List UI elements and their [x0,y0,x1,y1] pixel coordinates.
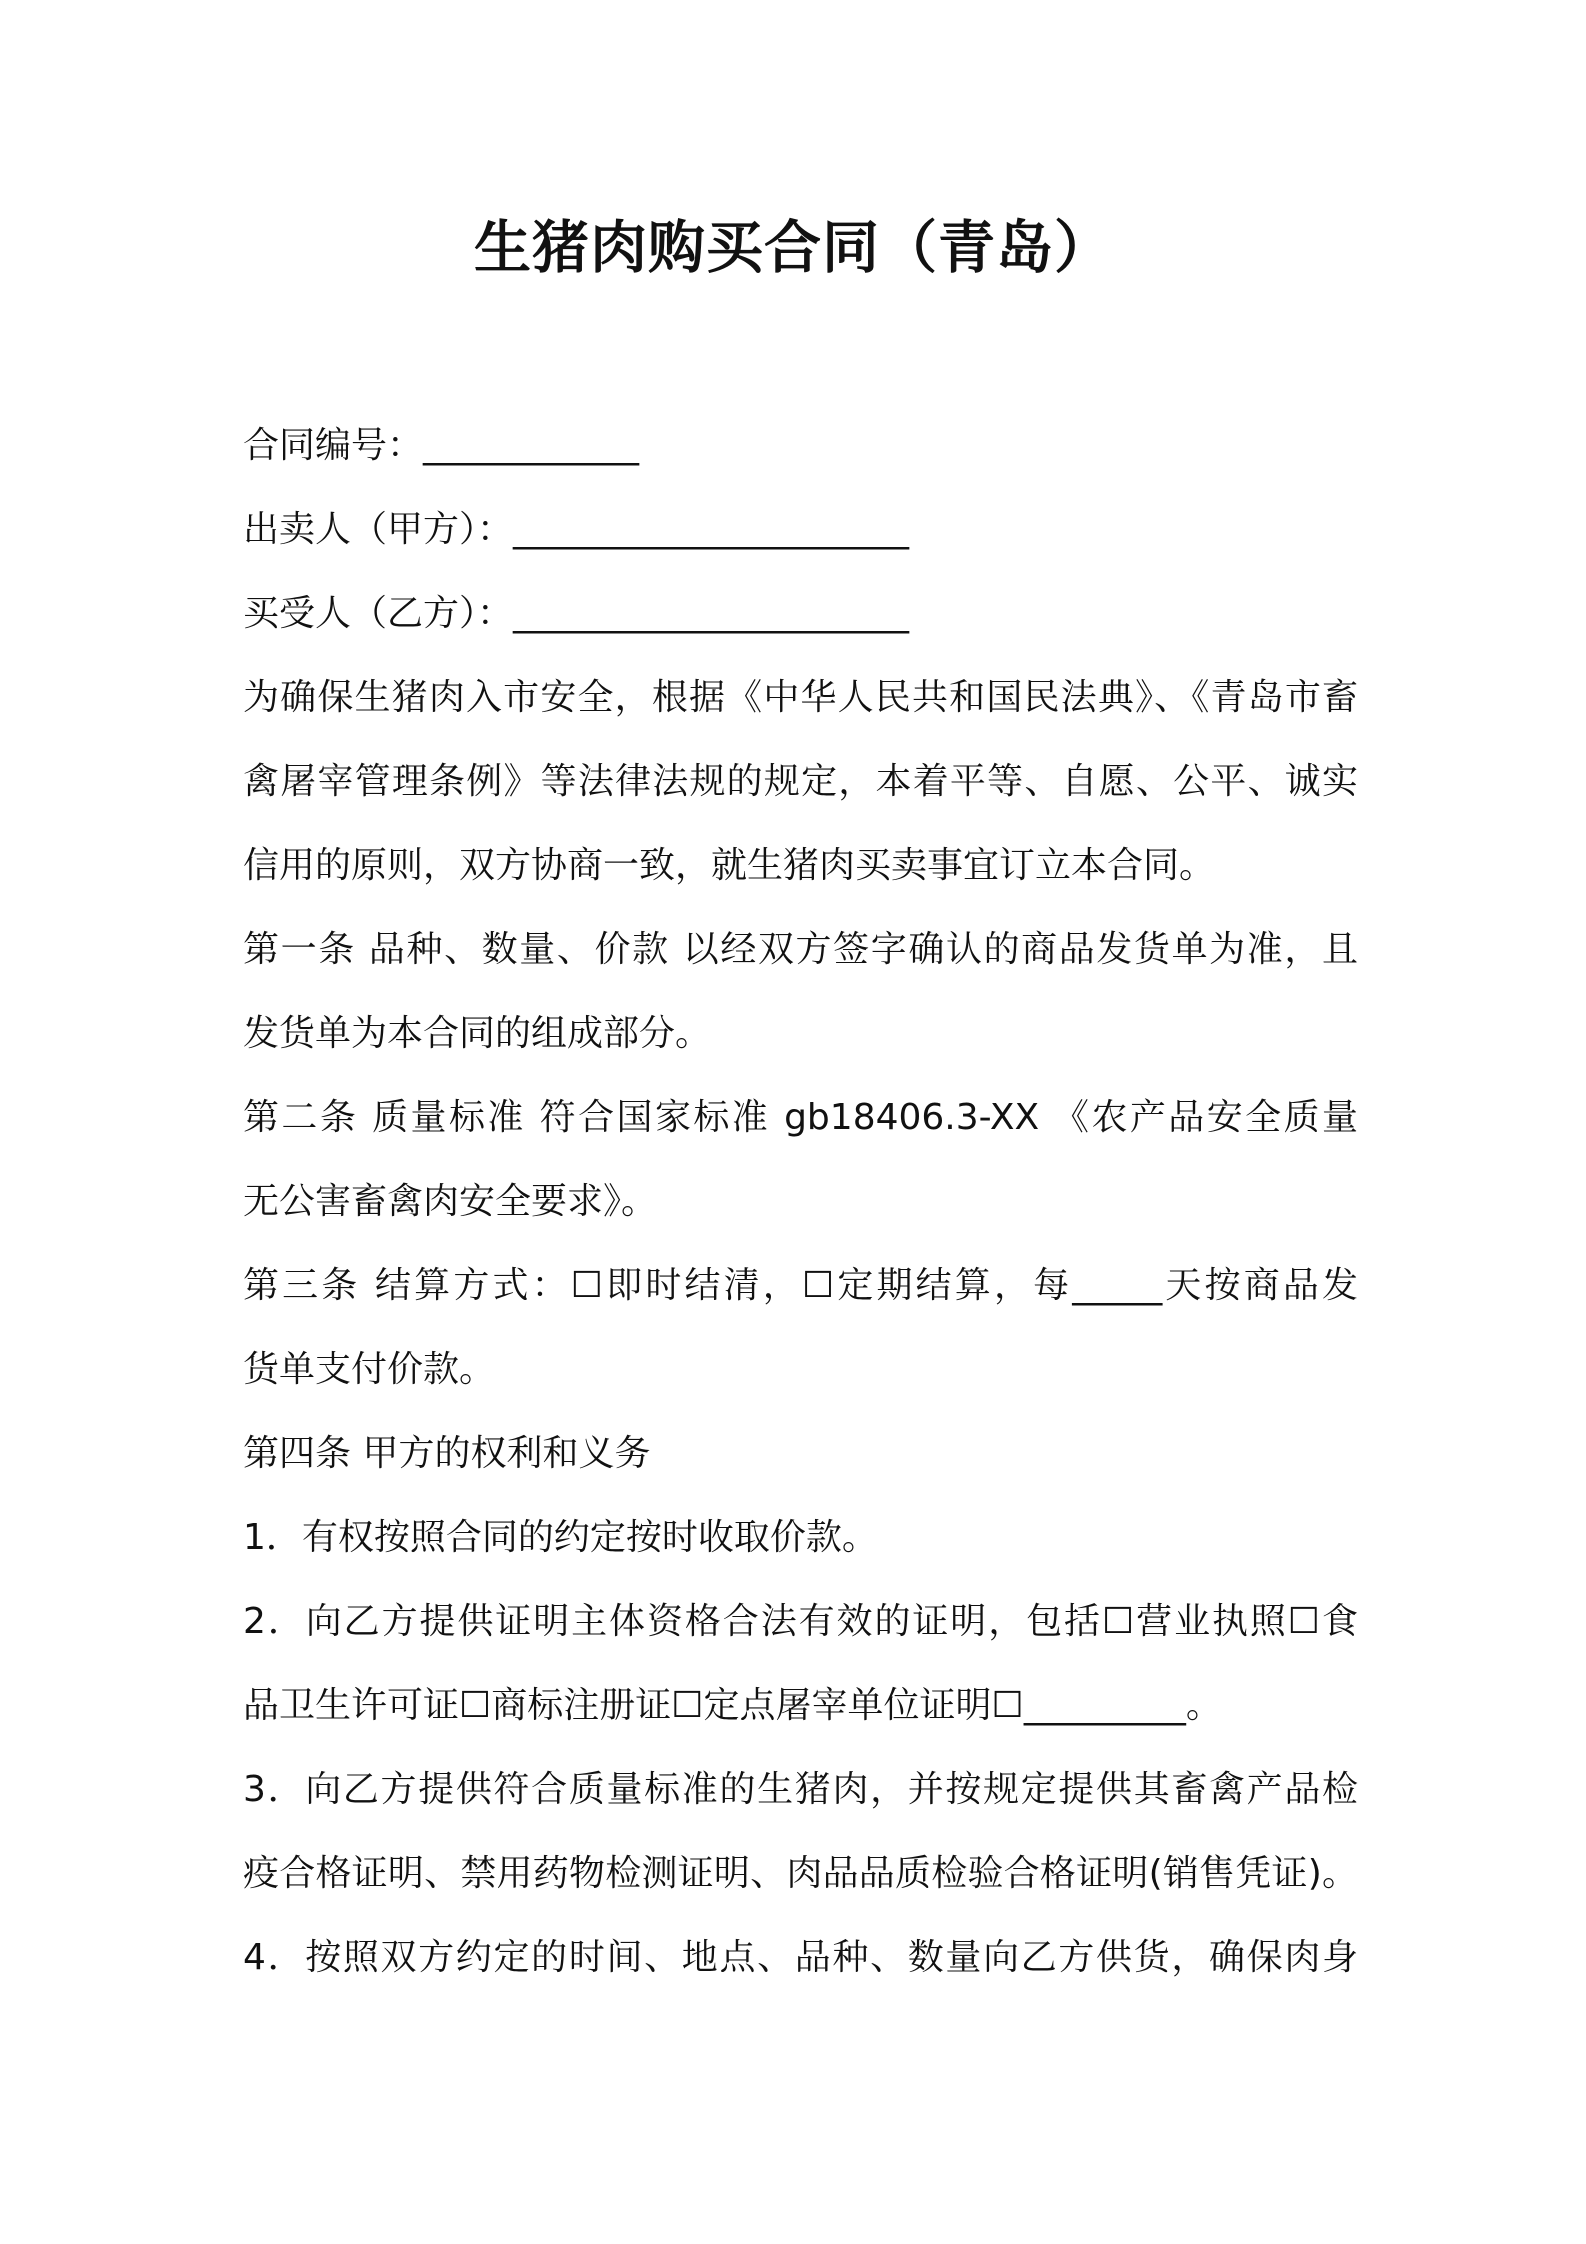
article-4-item-3-line-1: 3．向乙方提供符合质量标准的生猪肉，并按规定提供其畜禽产品检 [243,1769,1358,1810]
article-1-line-1: 第一条 品种、数量、价款 以经双方签字确认的商品发货单为准，且 [243,929,1358,970]
article-3-line-2: 货单支付价款。 [243,1349,496,1390]
article-2-line-2: 无公害畜禽肉安全要求》。 [243,1181,658,1222]
document-title: 生猪肉购买合同（青岛） [474,215,1112,281]
article-4-item-3-line-2: 疫合格证明、禁用药物检测证明、肉品品质检验合格证明(销售凭证)。 [243,1853,1358,1894]
article-4-item-2-line-1: 2．向乙方提供证明主体资格合法有效的证明，包括☐营业执照☐食 [243,1601,1358,1642]
article-2-line-1: 第二条 质量标准 符合国家标准 gb18406.3-XX 《农产品安全质量 [243,1097,1358,1138]
contract-body [243,404,1358,2000]
seller-line: 出卖人（甲方）：______________________ [243,509,910,550]
article-4-item-2-line-2: 品卫生许可证☐商标注册证☐定点屠宰单位证明☐_________。 [243,1685,1222,1726]
preamble-line-2: 禽屠宰管理条例》等法律法规的规定，本着平等、自愿、公平、诚实 [243,761,1358,802]
article-1-line-2: 发货单为本合同的组成部分。 [243,1013,712,1054]
buyer-line: 买受人（乙方）：______________________ [243,593,910,634]
preamble-line-3: 信用的原则，双方协商一致，就生猪肉买卖事宜订立本合同。 [243,845,1216,886]
article-4-item-1: 1．有权按照合同的约定按时收取价款。 [243,1517,878,1558]
article-4-heading: 第四条 甲方的权利和义务 [243,1433,651,1474]
preamble-line-1: 为确保生猪肉入市安全，根据《中华人民共和国民法典》、《青岛市畜 [243,677,1358,718]
contract-number-line: 合同编号：____________ [243,425,640,466]
article-4-item-4-line-1: 4．按照双方约定的时间、地点、品种、数量向乙方供货，确保肉身 [243,1937,1358,1978]
article-3-line-1: 第三条 结算方式：☐即时结清，☐定期结算，每_____天按商品发 [243,1265,1358,1306]
